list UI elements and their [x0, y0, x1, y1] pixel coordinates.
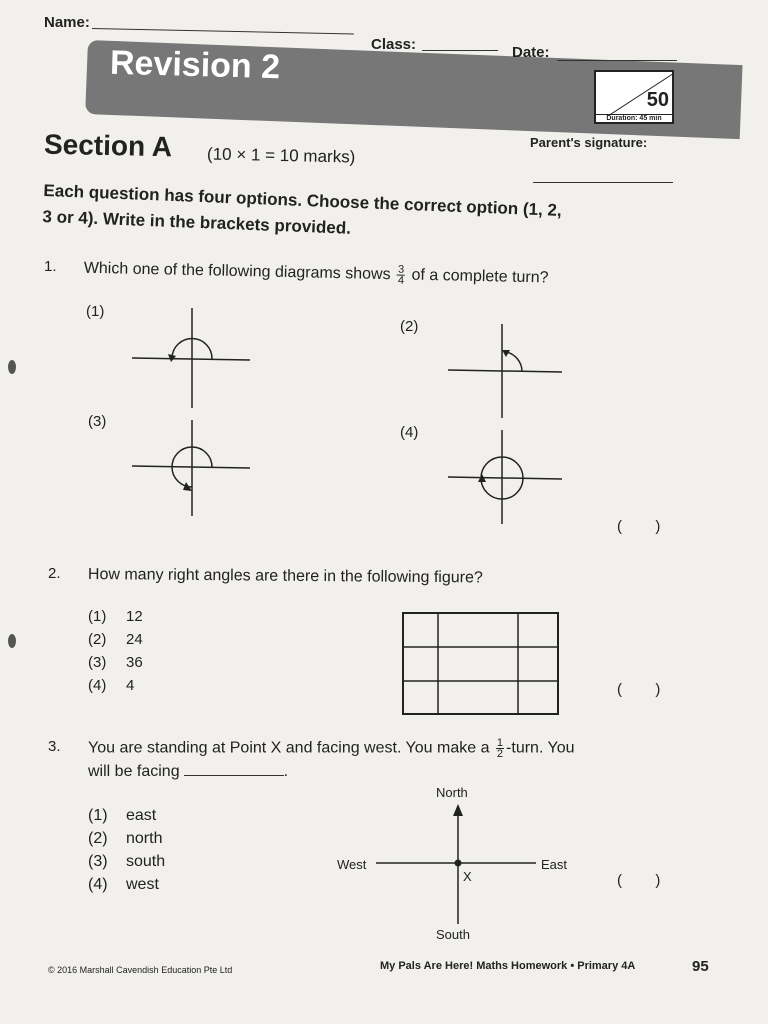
question-1-text-start: Which one of the following diagrams shows [83, 259, 391, 284]
fraction-one-half: $\frac{1}{2}$ [496, 737, 504, 760]
q3-options [88, 807, 165, 899]
q1-option-2-label: (2) [400, 318, 419, 335]
question-3-text-line2: will be facing . [88, 763, 289, 780]
name-label: Name: [44, 14, 90, 31]
binder-hole [8, 634, 16, 648]
q2-grid-figure [402, 612, 560, 716]
q3-blank-line[interactable] [184, 775, 284, 776]
question-1-number: 1. [44, 258, 57, 275]
question-3-text [88, 738, 575, 759]
section-instructions: Each question has four options. Choose the correct option (1, 2, 3 or 4). Write in the brackets provided. [42, 180, 563, 238]
q1-option-1-label: (1) [86, 303, 105, 320]
point-x-label: X [463, 869, 472, 884]
binder-hole [8, 360, 16, 374]
question-3-number: 3. [48, 738, 61, 755]
total-score: 50 [646, 89, 669, 111]
question-1-text [84, 258, 549, 289]
q2-option-3: (3) 36 [88, 654, 143, 671]
section-title: Section A [43, 128, 173, 163]
date-answer-line [557, 60, 677, 61]
compass-diagram [370, 800, 540, 930]
date-label: Date: [512, 44, 550, 61]
copyright-text: © 2016 Marshall Cavendish Education Pte Ltd [48, 965, 233, 975]
q1-option-4-label: (4) [400, 424, 419, 441]
compass-west-label: West [337, 857, 367, 872]
duration-label: Duration: 45 min [596, 114, 672, 122]
page-title: Revision 2 [109, 43, 281, 87]
parent-signature-line [533, 182, 673, 183]
name-answer-line [92, 28, 354, 34]
q1-diagram-3 [120, 412, 260, 522]
question-3-text-start: You are standing at Point X and facing west. You make a [88, 739, 490, 757]
q1-diagram-2 [440, 318, 580, 428]
q3-option-3: (3) south [88, 853, 166, 870]
q3-option-2: (2) north [88, 830, 163, 847]
class-answer-line [422, 50, 498, 51]
compass-south-label: South [436, 927, 470, 942]
q1-diagram-4 [440, 424, 580, 534]
question-2-text: How many right angles are there in the following figure? [87, 566, 483, 587]
page-number: 95 [692, 958, 709, 975]
q2-option-1: (1) 12 [88, 608, 143, 625]
q2-option-4: (4) 4 [88, 677, 135, 694]
question-2-number: 2. [48, 565, 61, 582]
q3-option-1: (1) east [88, 807, 157, 824]
question-1-text-end: of a complete turn? [411, 266, 549, 287]
q2-answer-bracket[interactable]: ( ) [617, 681, 661, 698]
score-box [594, 70, 674, 124]
q3-answer-bracket[interactable]: ( ) [617, 872, 661, 889]
compass-north-label: North [436, 785, 468, 800]
parent-signature-label: Parent's signature: [530, 135, 648, 150]
q2-option-2: (2) 24 [88, 631, 143, 648]
class-label: Class: [371, 36, 417, 53]
question-3-text-end: -turn. You [506, 739, 575, 757]
q1-option-3-label: (3) [88, 413, 107, 430]
fraction-three-quarters: $\frac{3}{4}$ [397, 263, 405, 287]
book-title: My Pals Are Here! Maths Homework • Primary 4A [380, 960, 636, 972]
q3-option-4: (4) west [88, 876, 159, 893]
section-marks: (10 × 1 = 10 marks) [206, 144, 356, 167]
q2-options [88, 608, 143, 700]
q1-answer-bracket[interactable]: ( ) [617, 518, 661, 535]
q1-diagram-1 [120, 300, 260, 410]
compass-east-label: East [541, 857, 568, 872]
